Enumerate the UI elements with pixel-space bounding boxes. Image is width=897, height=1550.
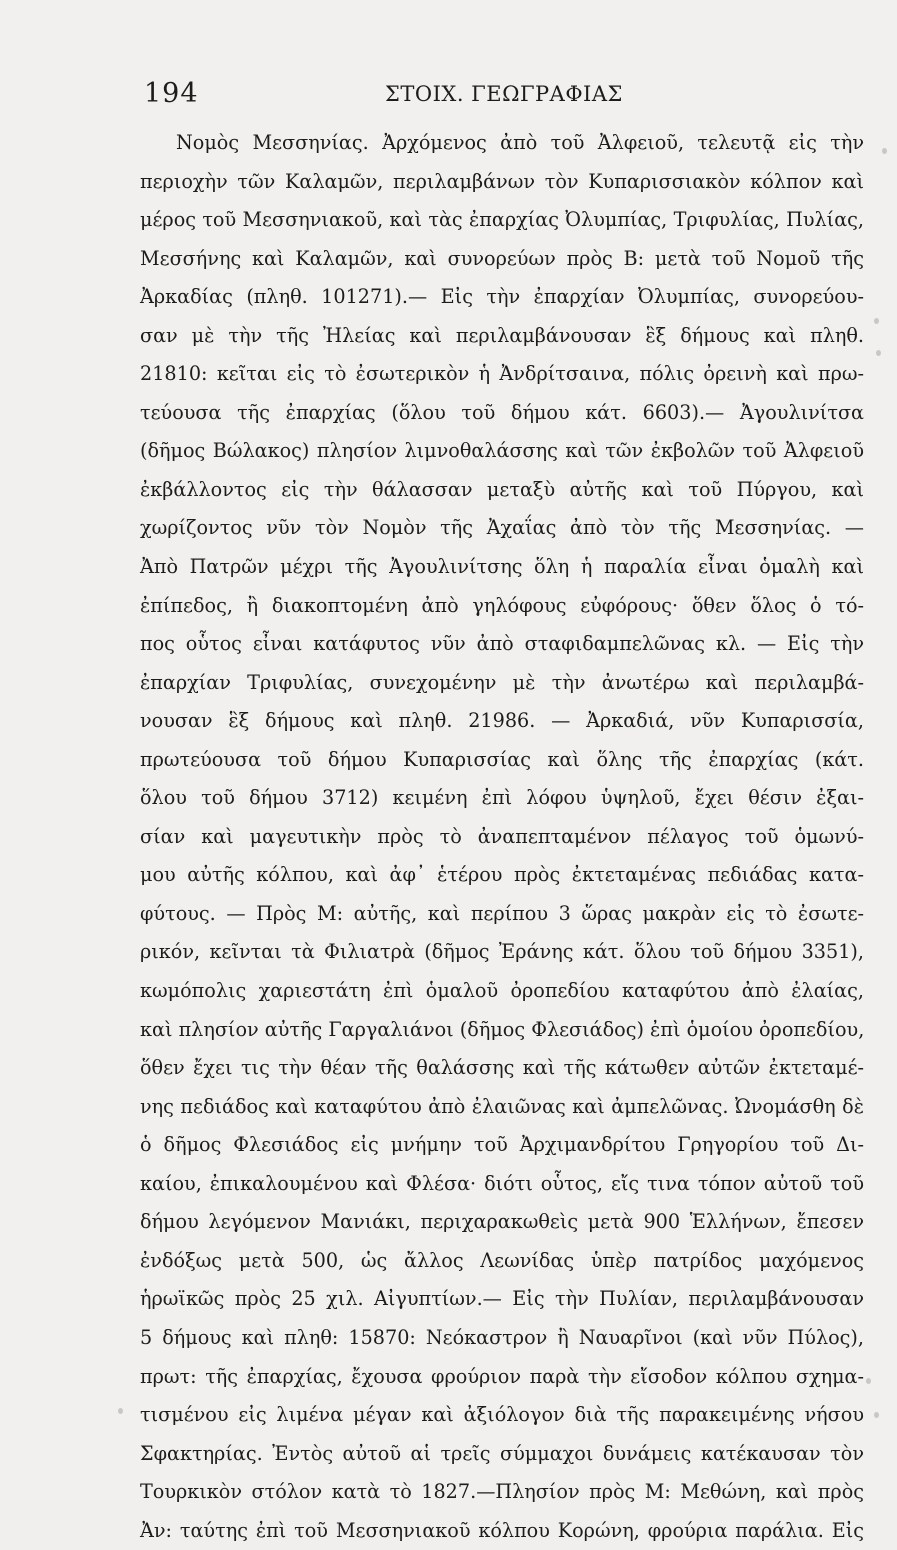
text-line: ἐπαρχίαν Τριφυλίας, συνεχομένην μὲ τὴν ἀνωτέρω καὶ περιλαμβά- (140, 670, 864, 694)
text-line: δήμου λεγόμενον Μανιάκι, περιχαρακωθεὶς μετὰ 900 Ἑλλήνων, ἔπεσεν (140, 1210, 864, 1234)
text-line: καὶ πλησίον αὐτῆς Γαργαλιάνοι (δῆμος Φλεσιάδος) ἐπὶ ὁμοίου ὀροπεδίου, (140, 1017, 865, 1041)
text-line: Ἀπὸ Πατρῶν μέχρι τῆς Ἀγουλινίτσης ὅλη ἡ παραλία εἶναι ὁμαλὴ καὶ (140, 555, 864, 579)
text-line: τεύουσα τῆς ἐπαρχίας (ὅλου τοῦ δήμου κάτ. 6603).— Ἀγουλινίτσα (140, 400, 864, 424)
running-head: ΣΤΟΙΧ. ΓΕΩΓΡΑΦΙΑΣ (385, 82, 623, 106)
text-line: ἐνδόξως μετὰ 500, ὡς ἄλλος Λεωνίδας ὑπὲρ πατρίδος μαχόμενος (140, 1248, 864, 1272)
text-line: ὅθεν ἔχει τις τὴν θέαν τῆς θαλάσσης καὶ τῆς κάτωθεν αὐτῶν ἐκτεταμέ- (140, 1056, 864, 1080)
text-line: περιοχὴν τῶν Καλαμῶν, περιλαμβάνων τὸν Κυπαρισσιακὸν κόλπον καὶ (140, 169, 864, 193)
paper-speck (874, 318, 879, 324)
text-line: ὁ δῆμος Φλεσιάδος εἰς μνήμην τοῦ Ἀρχιμανδρίτου Γρηγορίου τοῦ Δι- (140, 1133, 864, 1157)
text-line: Νομὸς Μεσσηνίας. Ἀρχόμενος ἀπὸ τοῦ Ἀλφειοῦ, τελευτᾷ εἰς τὴν (176, 131, 864, 154)
text-line: τισμένου εἰς λιμένα μέγαν καὶ ἀξιόλογον διὰ τῆς παρακειμένης νήσου (140, 1403, 864, 1427)
text-line: κωμόπολις χαριεστάτη ἐπὶ ὁμαλοῦ ὀροπεδίου καταφύτου ἀπὸ ἐλαίας, (140, 979, 864, 1003)
text-line: νουσαν ἓξ δήμους καὶ πληθ. 21986. — Ἀρκαδιά, νῦν Κυπαρισσία, (140, 709, 864, 733)
text-line: Ἀν: ταύτης ἐπὶ τοῦ Μεσσηνιακοῦ κόλπου Κορώνη, φρούρια παράλια. Εἰς (140, 1518, 864, 1542)
text-line: φύτους. — Πρὸς Μ: αὐτῆς, καὶ περίπου 3 ὥρας μακρὰν εἰς τὸ ἐσωτε- (140, 901, 864, 925)
text-line: Σφακτηρίας. Ἐντὸς αὐτοῦ αἱ τρεῖς σύμμαχοι δυνάμεις κατέκαυσαν τὸν (140, 1441, 864, 1465)
page-number: 194 (144, 78, 199, 109)
text-line: ἐπίπεδος, ἢ διακοπτομένη ἀπὸ γηλόφους εὐφόρους· ὅθεν ὅλος ὁ τό- (140, 593, 864, 617)
text-line: 21810: κεῖται εἰς τὸ ἐσωτερικὸν ἡ Ἀνδρίτσαινα, πόλις ὀρεινὴ καὶ πρω- (140, 362, 864, 386)
text-line: Ἀρκαδίας (πληθ. 101271).— Εἰς τὴν ἐπαρχίαν Ὀλυμπίας, συνορεύου- (140, 285, 864, 309)
text-line: σίαν καὶ μαγευτικὴν πρὸς τὸ ἀναπεπταμένον πέλαγος τοῦ ὁμωνύ- (140, 824, 864, 848)
paper-speck (874, 1412, 879, 1418)
text-line: ἐκβάλλοντος εἰς τὴν θάλασσαν μεταξὺ αὐτῆς καὶ τοῦ Πύργου, καὶ (140, 477, 864, 501)
text-line: καίου, ἐπικαλουμένου καὶ Φλέσα· διότι οὗτος, εἴς τινα τόπον αὐτοῦ τοῦ (140, 1171, 864, 1195)
text-line: (δῆμος Βώλακος) πλησίον λιμνοθαλάσσης καὶ τῶν ἐκβολῶν τοῦ Ἀλφειοῦ (140, 439, 864, 463)
text-line: πρωτ: τῆς ἐπαρχίας, ἔχουσα φρούριον παρὰ τὴν εἴσοδον κόλπου σχημα- (140, 1364, 864, 1388)
text-line: ὅλου τοῦ δήμου 3712) κειμένη ἐπὶ λόφου ὑψηλοῦ, ἔχει θέσιν ἐξαι- (140, 786, 864, 810)
text-line: Τουρκικὸν στόλον κατὰ τὸ 1827.—Πλησίον πρὸς Μ: Μεθώνη, καὶ πρὸς (140, 1480, 864, 1504)
text-line: νης πεδιάδος καὶ καταφύτου ἀπὸ ἐλαιῶνας καὶ ἀμπελῶνας. Ὠνομάσθη δὲ (140, 1094, 864, 1118)
paper-speck (866, 1378, 871, 1384)
paper-speck (118, 1408, 123, 1414)
body-text (140, 124, 864, 1550)
text-line: 5 δήμους καὶ πληθ: 15870: Νεόκαστρον ἢ Ναυαρῖνοι (καὶ νῦν Πύλος), (140, 1325, 864, 1349)
text-line: Μεσσήνης καὶ Καλαμῶν, καὶ συνορεύων πρὸς Β: μετὰ τοῦ Νομοῦ τῆς (140, 246, 864, 270)
text-line: χωρίζοντος νῦν τὸν Νομὸν τῆς Ἀχαΐας ἀπὸ τὸν τῆς Μεσσηνίας. — (140, 516, 864, 540)
text-line: ἡρωϊκῶς πρὸς 25 χιλ. Αἰγυπτίων.— Εἰς τὴν Πυλίαν, περιλαμβάνουσαν (140, 1287, 864, 1311)
text-line: σαν μὲ τὴν τῆς Ἠλείας καὶ περιλαμβάνουσαν ἓξ δήμους καὶ πληθ. (140, 323, 864, 347)
paper-speck (882, 148, 887, 154)
text-line: πος οὗτος εἶναι κατάφυτος νῦν ἀπὸ σταφιδαμπελῶνας κλ. — Εἰς τὴν (140, 632, 864, 656)
paper-speck (876, 350, 881, 356)
text-line: μου αὐτῆς κόλπου, καὶ ἀφ᾽ ἑτέρου πρὸς ἐκτεταμένας πεδιάδας κατα- (140, 863, 864, 887)
text-line: μέρος τοῦ Μεσσηνιακοῦ, καὶ τὰς ἐπαρχίας Ὀλυμπίας, Τριφυλίας, Πυλίας, (140, 208, 864, 232)
text-line: πρωτεύουσα τοῦ δήμου Κυπαρισσίας καὶ ὅλης τῆς ἐπαρχίας (κάτ. (140, 747, 864, 771)
text-line: ρικόν, κεῖνται τὰ Φιλιατρὰ (δῆμος Ἐράνης κάτ. ὅλου τοῦ δήμου 3351), (140, 940, 864, 964)
